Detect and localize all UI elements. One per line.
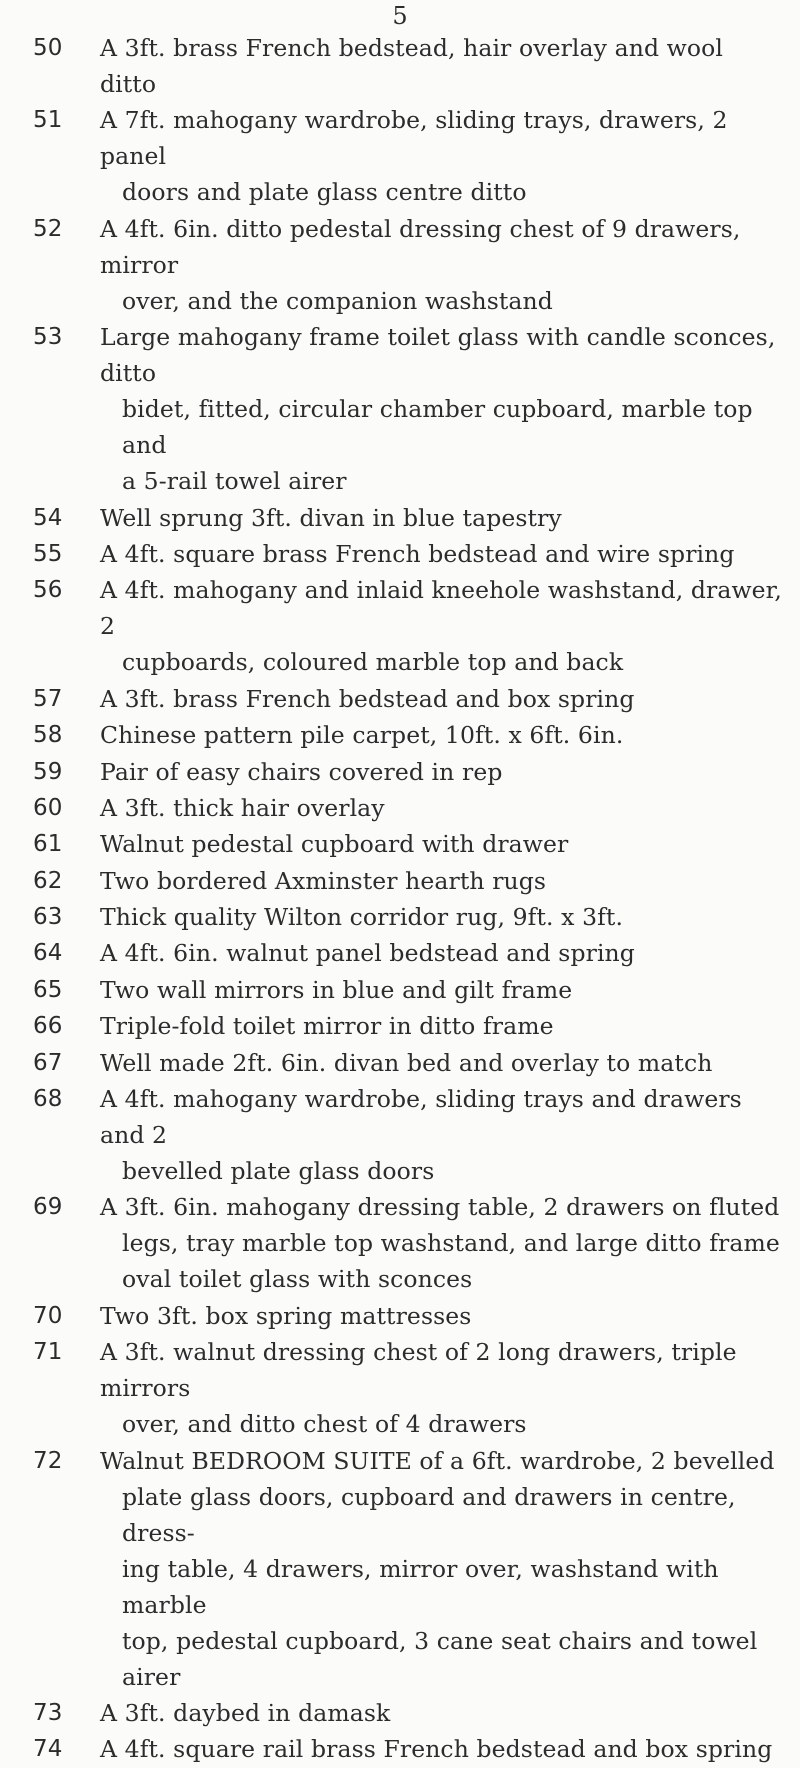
lot-number: 54 <box>33 504 63 531</box>
lot-number: 52 <box>33 215 63 242</box>
lot-entry <box>0 717 800 753</box>
lot-number: 60 <box>33 794 63 821</box>
lot-description-line: A 4ft. mahogany and inlaid kneehole washstand, drawer, 2 <box>100 576 782 641</box>
lot-number: 61 <box>33 831 63 858</box>
lot-description-line: Thick quality Wilton corridor rug, 9ft. x 3ft. <box>100 903 624 932</box>
lot-description-line: A 4ft. 6in. ditto pedestal dressing chest of 9 drawers, mirror <box>100 214 741 279</box>
lot-description-line: over, and ditto chest of 4 drawers <box>122 1410 527 1439</box>
lot-description-line: cupboards, coloured marble top and back <box>122 648 624 677</box>
lot-number: 62 <box>33 867 63 894</box>
lot-entry <box>0 1334 800 1442</box>
lot-description-line: A 3ft. daybed in damask <box>100 1698 391 1727</box>
lot-description-line: top, pedestal cupboard, 3 cane seat chairs and towel airer <box>122 1626 758 1691</box>
lot-description <box>100 754 800 790</box>
lot-entry <box>0 572 800 680</box>
lot-description <box>100 863 800 899</box>
lot-description <box>100 1189 800 1297</box>
lot-description-line: A 4ft. square rail brass French bedstead and box spring <box>100 1735 773 1764</box>
lot-description-line: A 3ft. walnut dressing chest of 2 long drawers, triple mirrors <box>100 1338 737 1403</box>
lot-description <box>100 681 800 717</box>
lot-entry <box>0 1189 800 1297</box>
lot-entry <box>0 790 800 826</box>
lot-number: 71 <box>33 1339 63 1366</box>
lot-description-line: Large mahogany frame toilet glass with candle sconces, ditto <box>100 323 776 388</box>
lot-description-line: a 5-rail towel airer <box>122 467 347 496</box>
lot-number: 68 <box>33 1086 63 1113</box>
lot-description <box>100 1695 800 1731</box>
lot-number: 66 <box>33 1013 63 1040</box>
lot-entry <box>0 935 800 971</box>
lot-description-line: A 4ft. square brass French bedstead and wire spring <box>100 539 735 568</box>
lot-description-line: Well sprung 3ft. divan in blue tapestry <box>100 503 562 532</box>
lot-description <box>100 1008 800 1044</box>
lot-description <box>100 790 800 826</box>
lot-entry <box>0 754 800 790</box>
lot-entry <box>0 500 800 536</box>
lot-number: 59 <box>33 758 63 785</box>
lot-number: 65 <box>33 976 63 1003</box>
lot-description <box>100 972 800 1008</box>
lot-description <box>100 319 800 499</box>
lot-description <box>100 572 800 680</box>
lot-description <box>100 1298 800 1334</box>
lot-number: 70 <box>33 1302 63 1329</box>
lot-entry <box>0 1695 800 1731</box>
lot-description <box>100 211 800 319</box>
lot-number: 64 <box>33 940 63 967</box>
lot-number: 69 <box>33 1194 63 1221</box>
lot-number: 58 <box>33 722 63 749</box>
lot-number: 67 <box>33 1049 63 1076</box>
lot-entry <box>0 1298 800 1334</box>
page-number: 5 <box>392 2 408 30</box>
lot-entry <box>0 536 800 572</box>
lot-description-line: bevelled plate glass doors <box>122 1157 435 1186</box>
lot-list <box>0 30 800 1768</box>
lot-entry <box>0 863 800 899</box>
lot-description <box>100 1334 800 1442</box>
lot-description-line: ing table, 4 drawers, mirror over, washstand with marble <box>122 1554 719 1619</box>
lot-description-line: oval toilet glass with sconces <box>122 1265 473 1294</box>
lot-description-line: Two bordered Axminster hearth rugs <box>100 866 547 895</box>
lot-number: 73 <box>33 1699 63 1726</box>
lot-entry <box>0 1731 800 1767</box>
lot-entry <box>0 211 800 319</box>
lot-description-line: bidet, fitted, circular chamber cupboard, marble top and <box>122 395 753 460</box>
lot-description-line: legs, tray marble top washstand, and large ditto frame <box>122 1229 780 1258</box>
lot-description <box>100 536 800 572</box>
lot-description <box>100 30 800 102</box>
lot-entry <box>0 319 800 499</box>
lot-description-line: A 4ft. 6in. walnut panel bedstead and spring <box>100 939 635 968</box>
lot-description-line: Pair of easy chairs covered in rep <box>100 757 503 786</box>
lot-number: 55 <box>33 540 63 567</box>
lot-description-line: A 3ft. thick hair overlay <box>100 793 385 822</box>
lot-entry <box>0 1008 800 1044</box>
lot-description-line: Walnut pedestal cupboard with drawer <box>100 830 569 859</box>
lot-description-line: Triple-fold toilet mirror in ditto frame <box>100 1012 554 1041</box>
lot-entry <box>0 681 800 717</box>
lot-description <box>100 1081 800 1189</box>
lot-number: 50 <box>33 35 63 61</box>
lot-entry <box>0 1443 800 1695</box>
lot-description-line: plate glass doors, cupboard and drawers in centre, dress- <box>122 1482 736 1547</box>
lot-description-line: A 7ft. mahogany wardrobe, sliding trays, drawers, 2 panel <box>100 106 728 171</box>
lot-entry <box>0 972 800 1008</box>
lot-description-line: Chinese pattern pile carpet, 10ft. x 6ft. 6in. <box>100 721 624 750</box>
lot-description-line: over, and the companion washstand <box>122 286 553 315</box>
lot-description-line: A 3ft. brass French bedstead and box spring <box>100 684 635 713</box>
lot-description <box>100 1731 800 1767</box>
lot-number: 56 <box>33 577 63 604</box>
lot-description-line: A 4ft. mahogany wardrobe, sliding trays and drawers and 2 <box>100 1085 742 1150</box>
lot-description <box>100 935 800 971</box>
lot-description <box>100 102 800 210</box>
lot-number: 72 <box>33 1447 63 1474</box>
lot-number: 51 <box>33 107 63 134</box>
lot-entry <box>0 1045 800 1081</box>
lot-entry <box>0 826 800 862</box>
lot-entry <box>0 30 800 102</box>
lot-entry <box>0 102 800 210</box>
lot-description <box>100 1443 800 1695</box>
lot-description-line: A 3ft. brass French bedstead, hair overlay and wool ditto <box>100 34 723 98</box>
lot-number: 63 <box>33 904 63 931</box>
lot-description-line: doors and plate glass centre ditto <box>122 178 527 207</box>
lot-description-line: Two 3ft. box spring mattresses <box>100 1301 472 1330</box>
lot-description <box>100 1045 800 1081</box>
lot-description <box>100 826 800 862</box>
lot-description-line: Well made 2ft. 6in. divan bed and overlay to match <box>100 1048 713 1077</box>
lot-description <box>100 899 800 935</box>
lot-description-line: Two wall mirrors in blue and gilt frame <box>100 975 573 1004</box>
lot-description-line: Walnut BEDROOM SUITE of a 6ft. wardrobe, 2 bevelled <box>100 1446 775 1475</box>
lot-entry <box>0 1081 800 1189</box>
lot-number: 74 <box>33 1736 63 1763</box>
lot-number: 53 <box>33 324 63 351</box>
lot-entry <box>0 899 800 935</box>
lot-number: 57 <box>33 685 63 712</box>
lot-description <box>100 500 800 536</box>
lot-description-line: A 3ft. 6in. mahogany dressing table, 2 drawers on fluted <box>100 1193 780 1222</box>
lot-description <box>100 717 800 753</box>
